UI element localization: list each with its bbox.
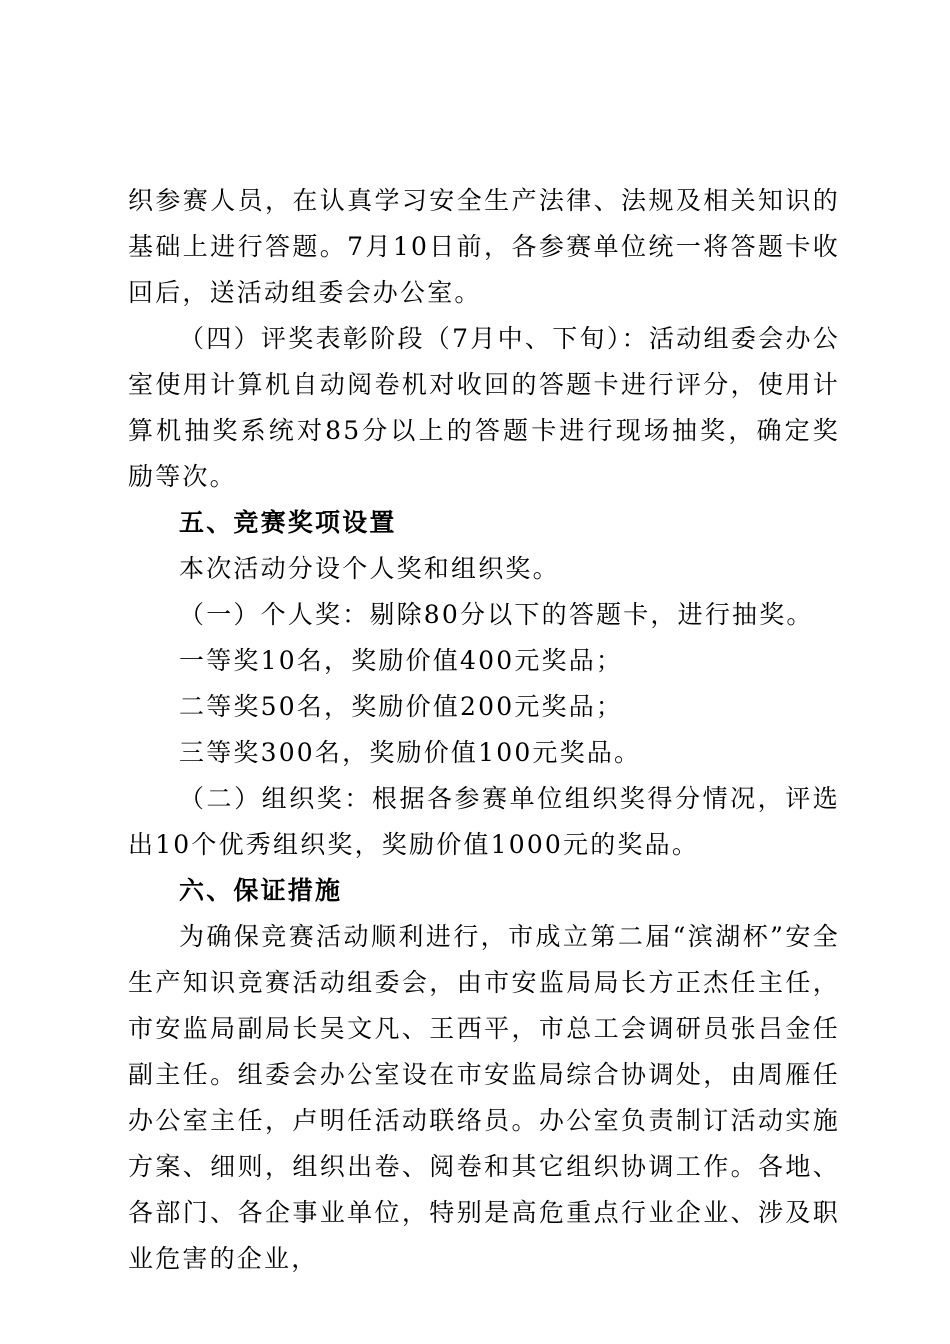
paragraph-award-stage: （四）评奖表彰阶段（7月中、下旬）：活动组委会办公室使用计算机自动阅卷机对收回的答题卡进行评分，使用计算机抽奖系统对85分以上的答题卡进行现场抽奖，确定奖励等次。 xyxy=(128,324,840,491)
paragraph-organization-award: （二）组织奖：根据各参赛单位组织奖得分情况，评选出10个优秀组织奖，奖励价值1000元的奖品。 xyxy=(128,784,840,859)
section-heading-awards: 五、竞赛奖项设置 xyxy=(179,508,397,537)
section-heading-guarantees: 六、保证措施 xyxy=(179,876,343,905)
paragraph-continuation: 织参赛人员，在认真学习安全生产法律、法规及相关知识的基础上进行答题。7月10日前，各参赛单位统一将答题卡收回后，送活动组委会办公室。 xyxy=(128,186,840,307)
paragraph-second-prize: 二等奖50名，奖励价值200元奖品； xyxy=(179,692,624,721)
paragraph-first-prize: 一等奖10名，奖励价值400元奖品； xyxy=(179,646,624,675)
document-body xyxy=(128,178,840,1282)
paragraph-third-prize: 三等奖300名，奖励价值100元奖品。 xyxy=(179,738,642,767)
paragraph-award-types: 本次活动分设个人奖和组织奖。 xyxy=(179,554,560,583)
paragraph-guarantee-measures: 为确保竞赛活动顺利进行，市成立第二届“滨湖杯”安全生产知识竞赛活动组委会，由市安监局局长方正杰任主任，市安监局副局长吴文凡、王西平，市总工会调研员张吕金任副主任。组委会办公室设在市安监局综合协调处，由周雁任办公室主任，卢明任活动联络员。办公室负责制订活动实施方案、细则，组织出卷、阅卷和其它组织协调工作。各地、各部门、各企事业单位，特别是高危重点行业企业、涉及职业危害的企业， xyxy=(128,922,840,1273)
paragraph-individual-award: （一）个人奖：剔除80分以下的答题卡，进行抽奖。 xyxy=(179,600,814,629)
